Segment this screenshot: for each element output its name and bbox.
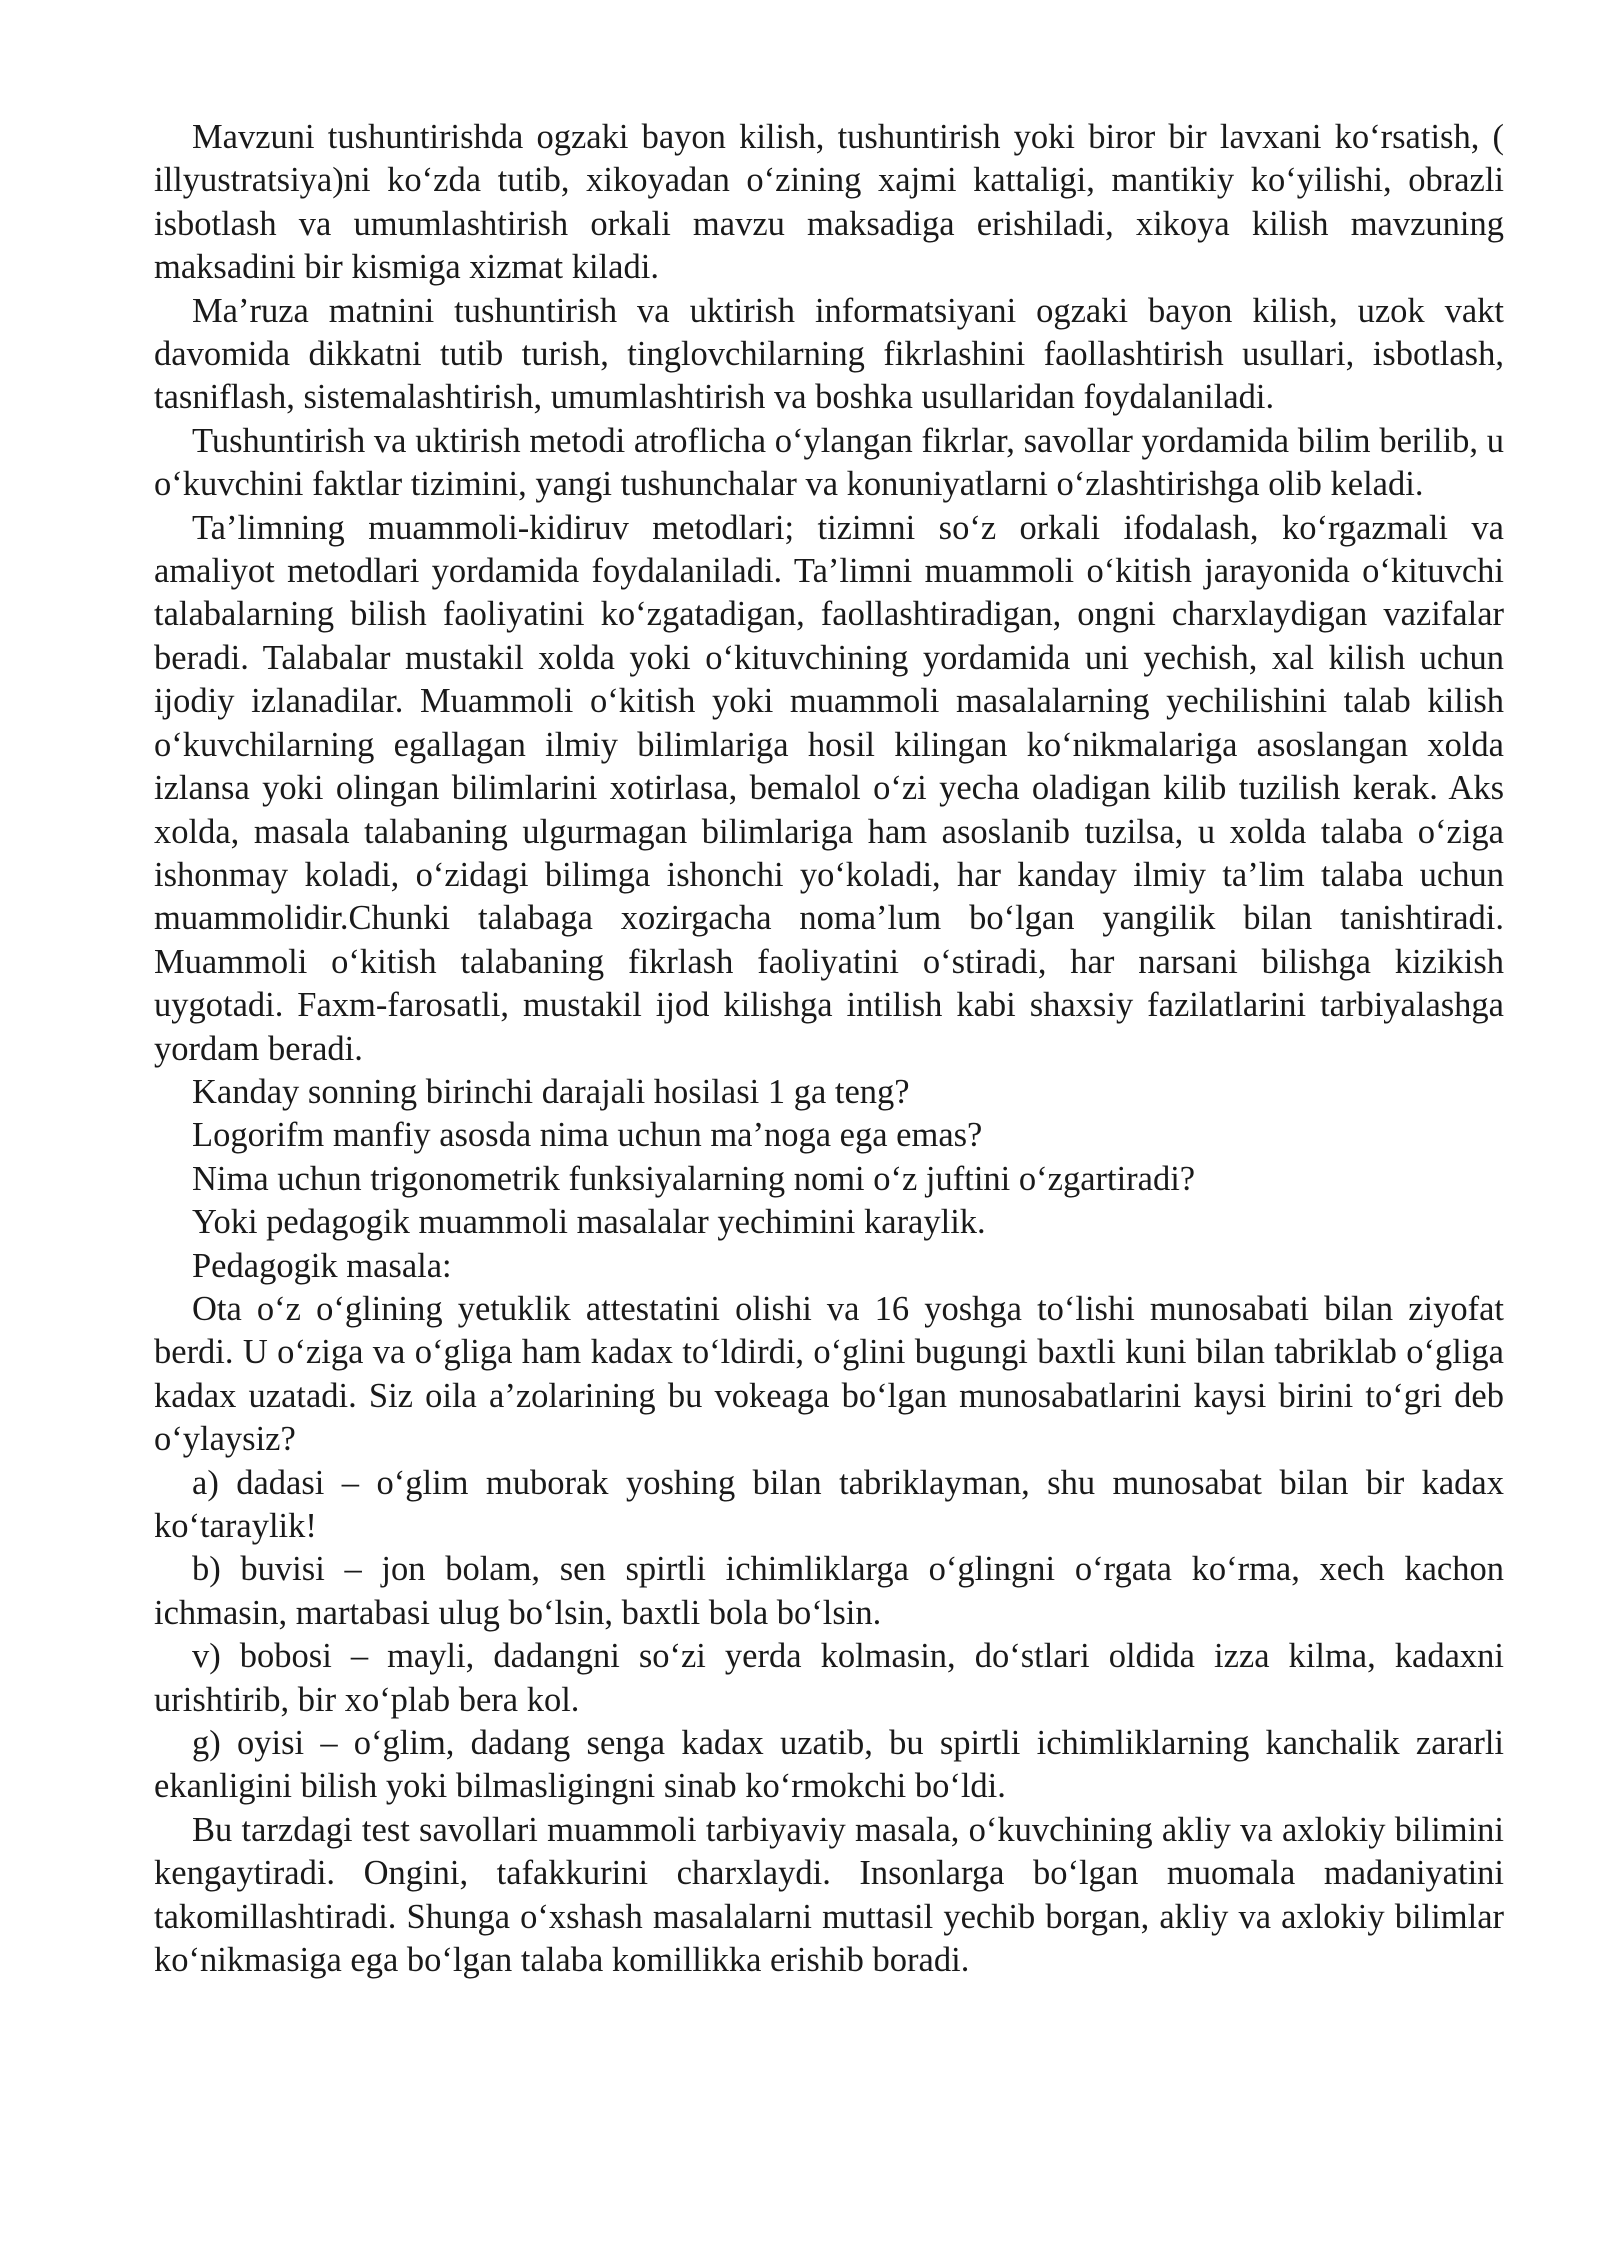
paragraph-maruza-matnini: Ma’ruza matnini tushuntirish va uktirish informatsiyani ogzaki bayon kilish, uzok vakt davomida dikkatni tutib turish, tinglovchilarning fikrlashini faollashtirish usullari, isbotlash, tasniflash, sistemalashtirish, umumlashtirish va boshka usullaridan foydalaniladi. xyxy=(154,291,1504,417)
answer-option-a: a) dadasi – o‘glim muborak yoshing bilan tabriklayman, shu munosabat bilan bir kadax ko‘taraylik! xyxy=(154,1463,1504,1545)
document-page xyxy=(154,116,1504,1982)
paragraph-masala-text: Ota o‘z o‘glining yetuklik attestatini olishi va 16 yoshga to‘lishi munosabati bilan ziyofat berdi. U o‘ziga va o‘gliga ham kadax to‘ldirdi, o‘glini bugungi baxtli kuni bilan tabriklab o‘gliga kadax uzatadi. Siz oila a’zolarining bu vokeaga bo‘lgan munosabatlarini kaysi birini to‘gri deb o‘ylaysiz? xyxy=(154,1289,1504,1459)
paragraph-tushuntirish-metodi: Tushuntirish va uktirish metodi atroflicha o‘ylangan fikrlar, savollar yordamida bilim berilib, u o‘kuvchini faktlar tizimini, yangi tushunchalar va konuniyatlarni o‘zlashtirishga olib keladi. xyxy=(154,421,1504,504)
question-hosila: Kanday sonning birinchi darajali hosilasi 1 ga teng? xyxy=(192,1072,910,1111)
answer-option-b: b) buvisi – jon bolam, sen spirtli ichimliklarga o‘glingni o‘rgata ko‘rma, xech kachon ichmasin, martabasi ulug bo‘lsin, baxtli bola bo‘lsin. xyxy=(154,1550,1504,1632)
paragraph-muammoli-kidiruv: Ta’limning muammoli-kidiruv metodlari; tizimni so‘z orkali ifodalash, ko‘rgazmali va amaliyot metodlari yordamida foydalaniladi. Ta’limni muammoli o‘kitish jarayonida o‘kituvchi talabalarning bilish faoliyatini ko‘zgatadigan, faollashtiradigan, ongni charxlaydigan vazifalar beradi. Talabalar mustakil xolda yoki o‘kituvchining yordamida uni yechish, xal kilish uchun ijodiy izlanadilar. Muammoli o‘kitish yoki muammoli masalalarning yechilishini talab kilish o‘kuvchilarning egallagan ilmiy bilimlariga hosil kilingan ko‘nikmalariga asoslangan xolda izlansa yoki olingan bilimlarini xotirlasa, bemalol o‘zi yecha oladigan kilib tuzilish kerak. Aks xolda, masala talabaning ulgurmagan bilimlariga ham asoslanib tuzilsa, u xolda talaba o‘ziga ishonmay koladi, o‘zidagi bilimga ishonchi yo‘koladi, har kanday ilmiy ta’lim talaba uchun muammolidir.Chunki talabaga xozirgacha noma’lum bo‘lgan yangilik bilan tanishtiradi. Muammoli o‘kitish talabaning fikrlash faoliyatini o‘stiradi, har narsani bilishga kizikish uygotadi. Faxm-farosatli, mustakil ijod kilishga intilish kabi shaxsiy fazilatlarini tarbiyalashga yordam beradi. xyxy=(154,508,1504,1068)
paragraph-mavzuni-tushuntirish: Mavzuni tushuntirishda ogzaki bayon kilish, tushuntirish yoki biror bir lavxani ko‘rsatish, ( illyustratsiya)ni ko‘zda tutib, xikoyadan o‘zining xajmi kattaligi, mantikiy ko‘yilishi, obrazli isbotlash va umumlashtirish orkali mavzu maksadiga erishiladi, xikoya kilish mavzuning maksadini bir kismiga xizmat kiladi. xyxy=(154,118,1504,287)
question-logorifm: Logorifm manfiy asosda nima uchun ma’noga ega emas? xyxy=(192,1116,983,1155)
heading-pedagogik-masala: Pedagogik masala: xyxy=(192,1246,452,1285)
question-trigonometrik: Nima uchun trigonometrik funksiyalarning nomi o‘z juftini o‘zgartiradi? xyxy=(192,1159,1196,1198)
answer-option-v: v) bobosi – mayli, dadangni so‘zi yerda kolmasin, do‘stlari oldida izza kilma, kadaxni urishtirib, bir xo‘plab bera kol. xyxy=(154,1637,1504,1719)
paragraph-conclusion: Bu tarzdagi test savollari muammoli tarbiyaviy masala, o‘kuvchining akliy va axlokiy bilimini kengaytiradi. Ongini, tafakkurini charxlaydi. Insonlarga bo‘lgan muomala madaniyatini takomillashtiradi. Shunga o‘xshash masalalarni muttasil yechib borgan, akliy va axlokiy bilimlar ko‘nikmasiga ega bo‘lgan talaba komillikka erishib boradi. xyxy=(154,1810,1504,1980)
paragraph-pedagogik-intro: Yoki pedagogik muammoli masalalar yechimini karaylik. xyxy=(192,1203,986,1242)
answer-option-g: g) oyisi – o‘glim, dadang senga kadax uzatib, bu spirtli ichimliklarning kanchalik zararli ekanligini bilish yoki bilmasligingni sinab ko‘rmokchi bo‘ldi. xyxy=(154,1724,1504,1806)
